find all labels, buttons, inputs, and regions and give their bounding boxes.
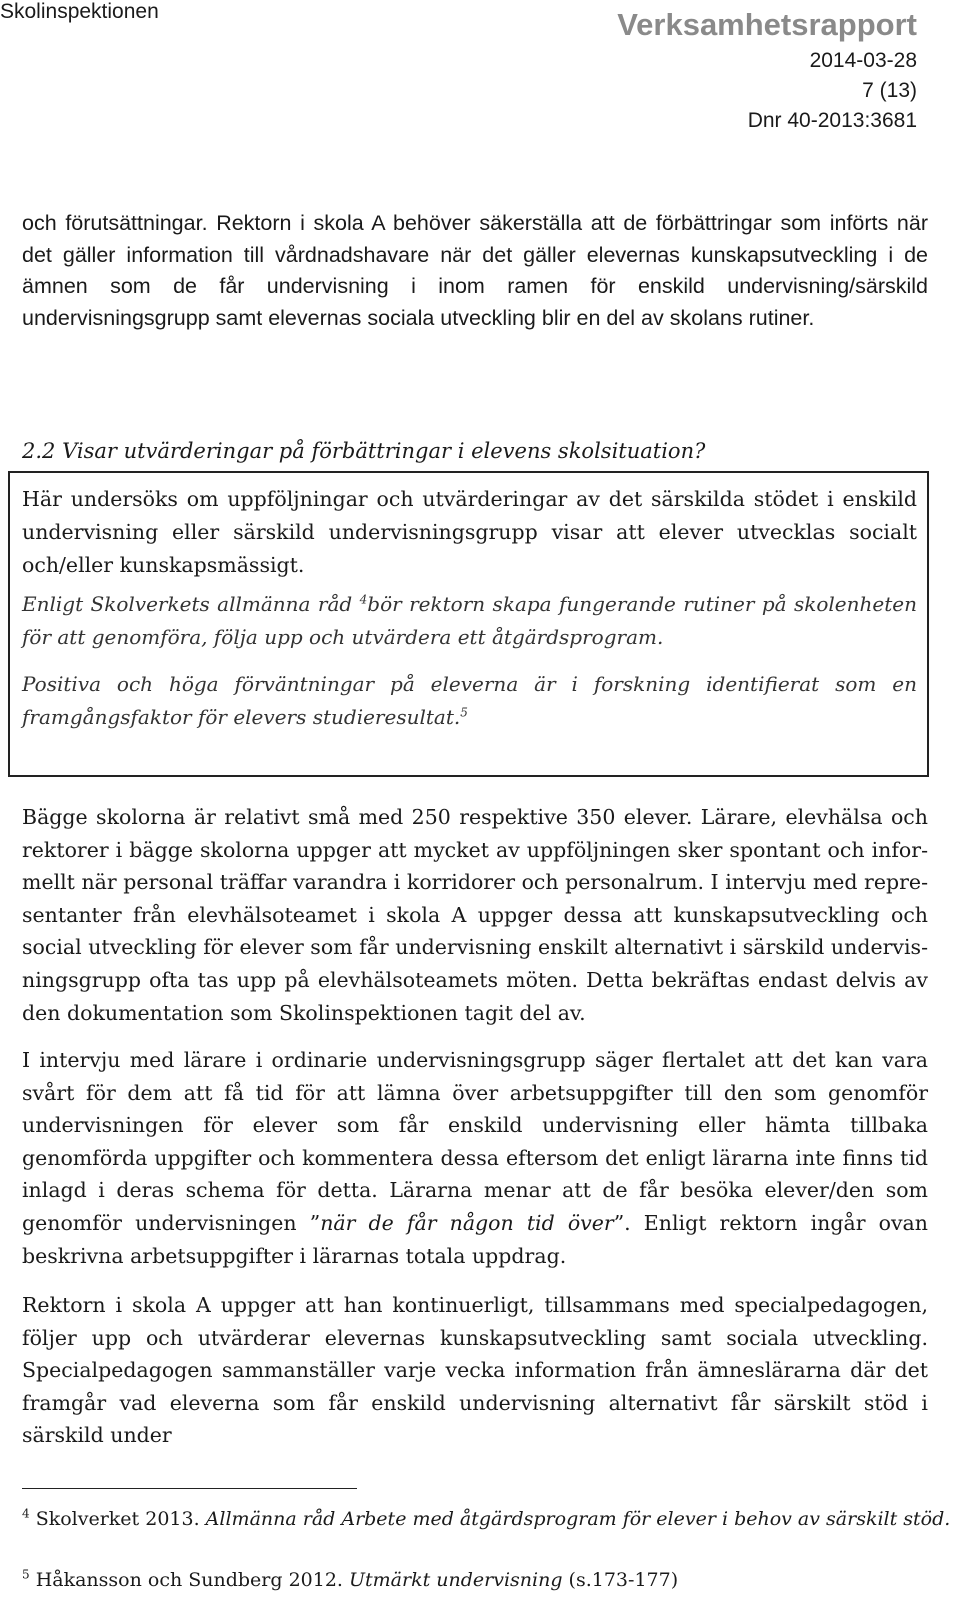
footnote-source: Skolverket 2013. (35, 1508, 206, 1530)
paragraph-2-text-start: I intervju med lärare i ordinarie undervisningsgrupp säger flertalet att det kan vara svårt för dem att få tid för att lämna över arbetsuppgifter till den som genomför undervisningen för elever som får enskild undervisning eller hämta tillbaka genomförda uppgifter och kommentera dessa eftersom det enligt lärarna inte finns tid inlagd i deras schema för detta. Lärarna menar att de får besöka elever/den som genomför undervisningen ” (22, 1048, 928, 1235)
footnote-number: 5 (22, 1567, 30, 1582)
guideline-text-end: bör rektorn skapa fungerande rutiner på skolenheten för att genomföra, följa upp och utvärdera ett åtgärdsprogram. (22, 592, 917, 649)
document-date: 2014-03-28 (809, 49, 917, 72)
footnote-ref-5[interactable]: 5 (460, 705, 468, 720)
case-number: Dnr 40-2013:3681 (747, 109, 917, 132)
footnote-number: 4 (22, 1506, 30, 1521)
paragraph-2-text-end: ”. Enligt rektorn ingår ovan beskrivna arbetsuppgifter i lärarnas totala uppdrag. (22, 1210, 928, 1268)
page-number: 7 (13) (862, 79, 917, 102)
footnote-tail: (s.173-177) (562, 1569, 679, 1591)
section-heading: 2.2 Visar utvärderingar på förbättringar i elevens skolsituation? (22, 439, 706, 463)
research-text: Positiva och höga förväntningar på eleverna är i forskning identifierat som en framgångsfaktor för elevers studieresultat. (22, 672, 917, 729)
quoted-phrase: när de får någon tid över (320, 1210, 614, 1235)
footnote-source: Håkansson och Sundberg 2012. (35, 1569, 350, 1591)
criteria-research (22, 668, 917, 734)
guideline-text-start: Enligt Skolverkets allmänna råd (22, 592, 360, 616)
organization-name: Skolinspektionen (0, 0, 159, 23)
criteria-guideline (22, 588, 917, 654)
document-header (617, 4, 917, 136)
footnote-title: Utmärkt undervisning (349, 1569, 563, 1591)
footnote-separator (22, 1488, 357, 1489)
footnote-title: Allmänna råd Arbete med åtgärdsprogram för elever i behov av särskilt stöd. (205, 1508, 951, 1530)
document-title: Verksamhetsrapport (617, 7, 917, 42)
body-paragraph-2 (22, 1044, 928, 1272)
footnote-4 (22, 1505, 950, 1533)
body-paragraph-1: Bägge skolorna är relativt små med 250 respektive 350 elever. Lärare, elevhälsa och rektorer i bägge skolorna uppger att mycket av uppföljningen sker spontant och informellt när personal träffar varandra i korridorer och personalrum. I intervju med representanter från elevhälsoteamet i skola A uppger dessa att kunskapsutveckling och social utveckling för elever som får undervisning enskilt alternativt i särskild undervisningsgrupp ofta tas upp på elevhälsoteamets möten. Detta bekräftas endast delvis av den dokumentation som Skolinspektionen tagit del av. (22, 805, 928, 1025)
footnote-ref-4[interactable]: 4 (359, 592, 368, 607)
intro-paragraph: och förutsättningar. Rektorn i skola A behöver säkerställa att de förbättringar som införts när det gäller information till vårdnadshavare när det gäller elevernas kunskapsutveckling i de ämnen som de får undervisning i inom ramen för enskild undervisning/särskild undervisningsgrupp samt elevernas sociala utveckling blir en del av skolans rutiner. (22, 211, 928, 330)
criteria-description: Här undersöks om uppföljningar och utvärderingar av det särskilda stödet i enskild undervisning eller särskild undervisningsgrupp visar att elever utvecklas socialt och/eller kunskapsmässigt. (22, 487, 917, 577)
footnote-5 (22, 1566, 678, 1594)
body-paragraph-3: Rektorn i skola A uppger att han kontinuerligt, tillsammans med specialpedagogen, följer upp och utvärderar elevernas kunskapsutveckling samt sociala utveckling. Specialpedagogen sammanställer varje vecka information från ämneslärarna där det framgår vad eleverna som får enskild undervisning alternativt får särskilt stöd i särskild under (22, 1293, 928, 1448)
criteria-box (8, 471, 929, 777)
